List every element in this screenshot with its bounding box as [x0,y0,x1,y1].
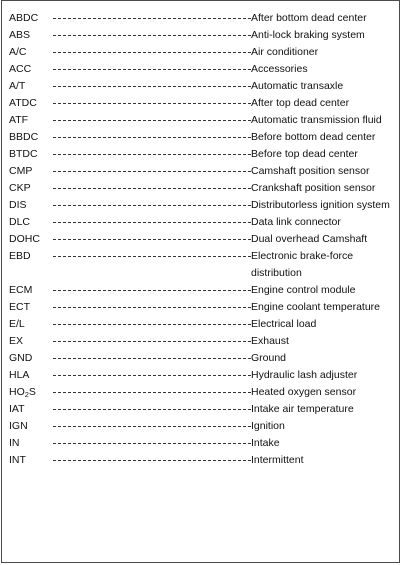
entry-abbreviation: DLC [9,216,31,228]
entry-definition: Crankshaft position sensor [251,182,376,194]
dotted-leader [53,26,251,36]
dotted-leader [53,77,251,87]
dotted-leader [53,213,251,223]
glossary-entry [9,197,391,214]
abbr-tail: S [28,386,36,398]
entry-abbreviation: BTDC [9,148,38,160]
dotted-leader [53,332,251,342]
glossary-entry [9,95,391,112]
glossary-entry [9,384,391,401]
entry-definition: After top dead center [251,97,350,109]
entry-definition: Intermittent [251,454,304,466]
entry-abbreviation: INT [9,454,26,466]
entry-abbreviation: CKP [9,182,31,194]
entry-abbreviation: A/C [9,46,27,58]
entry-abbreviation: IN [9,437,20,449]
entry-definition: Engine control module [251,284,356,296]
abbreviation-glossary [9,10,391,469]
dotted-leader [53,451,251,461]
entry-definition: Distributorless ignition system [251,199,390,211]
glossary-entry [9,418,391,435]
glossary-entry [9,61,391,78]
abbr-subscript: 2 [24,390,29,399]
entry-definition: Anti-lock braking system [251,29,365,41]
entry-definition: Automatic transaxle [251,80,344,92]
dotted-leader [53,298,251,308]
dotted-leader [53,400,251,410]
entry-abbreviation: DIS [9,199,27,211]
glossary-entry [9,214,391,231]
glossary-entry [9,10,391,27]
glossary-entry [9,299,391,316]
dotted-leader [53,281,251,291]
abbr-main: HO [9,386,25,398]
entry-definition: Before top dead center [251,148,358,160]
entry-definition: After bottom dead center [251,12,367,24]
glossary-entry [9,435,391,452]
entry-definition: Exhaust [251,335,289,347]
entry-definition: Electrical load [251,318,317,330]
glossary-entry [9,146,391,163]
glossary-entry [9,27,391,44]
entry-abbreviation: ATDC [9,97,37,109]
glossary-entry [9,231,391,248]
entry-abbreviation: EBD [9,250,31,262]
dotted-leader [53,434,251,444]
entry-abbreviation: EX [9,335,24,347]
dotted-leader [53,94,251,104]
entry-definition: Accessories [251,63,308,75]
glossary-entry [9,333,391,350]
entry-abbreviation-ho2s [9,384,53,401]
entry-definition: Electronic brake-force distribution [251,250,354,279]
glossary-entry [9,367,391,384]
glossary-entry [9,282,391,299]
dotted-leader [53,383,251,393]
entry-abbreviation: IAT [9,403,25,415]
entry-abbreviation: E/L [9,318,25,330]
glossary-entry [9,112,391,129]
entry-abbreviation: A/T [9,80,26,92]
entry-definition: Engine coolant temperature [251,301,380,313]
entry-definition: Dual overhead Camshaft [251,233,368,245]
entry-abbreviation: CMP [9,165,33,177]
dotted-leader [53,315,251,325]
dotted-leader [53,366,251,376]
entry-abbreviation: ACC [9,63,32,75]
dotted-leader [53,128,251,138]
entry-definition: Camshaft position sensor [251,165,370,177]
entry-definition: Intake [251,437,280,449]
dotted-leader [53,349,251,359]
dotted-leader [53,247,251,257]
entry-definition: Heated oxygen sensor [251,386,357,398]
entry-abbreviation: BBDC [9,131,39,143]
entry-definition: Intake air temperature [251,403,354,415]
entry-abbreviation: GND [9,352,33,364]
entry-abbreviation: ECT [9,301,30,313]
dotted-leader [53,230,251,240]
entry-abbreviation: ABDC [9,12,39,24]
glossary-entry [9,163,391,180]
entry-definition: Data link connector [251,216,341,228]
dotted-leader [53,111,251,121]
glossary-entry [9,129,391,146]
glossary-entry [9,401,391,418]
entry-definition: Ground [251,352,287,364]
entry-definition: Ignition [251,420,285,432]
glossary-entry [9,180,391,197]
glossary-frame [1,0,400,563]
glossary-entry [9,44,391,61]
entry-definition: Hydraulic lash adjuster [251,369,358,381]
glossary-entry [9,248,391,282]
glossary-entry [9,350,391,367]
dotted-leader [53,145,251,155]
entry-abbreviation: HLA [9,369,30,381]
dotted-leader [53,9,251,19]
entry-abbreviation: ABS [9,29,31,41]
dotted-leader [53,196,251,206]
dotted-leader [53,162,251,172]
dotted-leader [53,179,251,189]
entry-abbreviation: ATF [9,114,29,126]
entry-definition: Before bottom dead center [251,131,376,143]
dotted-leader [53,43,251,53]
dotted-leader [53,60,251,70]
glossary-entry [9,316,391,333]
entry-definition: Air conditioner [251,46,319,58]
glossary-entry [9,452,391,469]
glossary-entry [9,78,391,95]
entry-abbreviation: ECM [9,284,33,296]
dotted-leader [53,417,251,427]
entry-definition: Automatic transmission fluid [251,114,382,126]
entry-abbreviation: IGN [9,420,28,432]
entry-abbreviation: DOHC [9,233,40,245]
